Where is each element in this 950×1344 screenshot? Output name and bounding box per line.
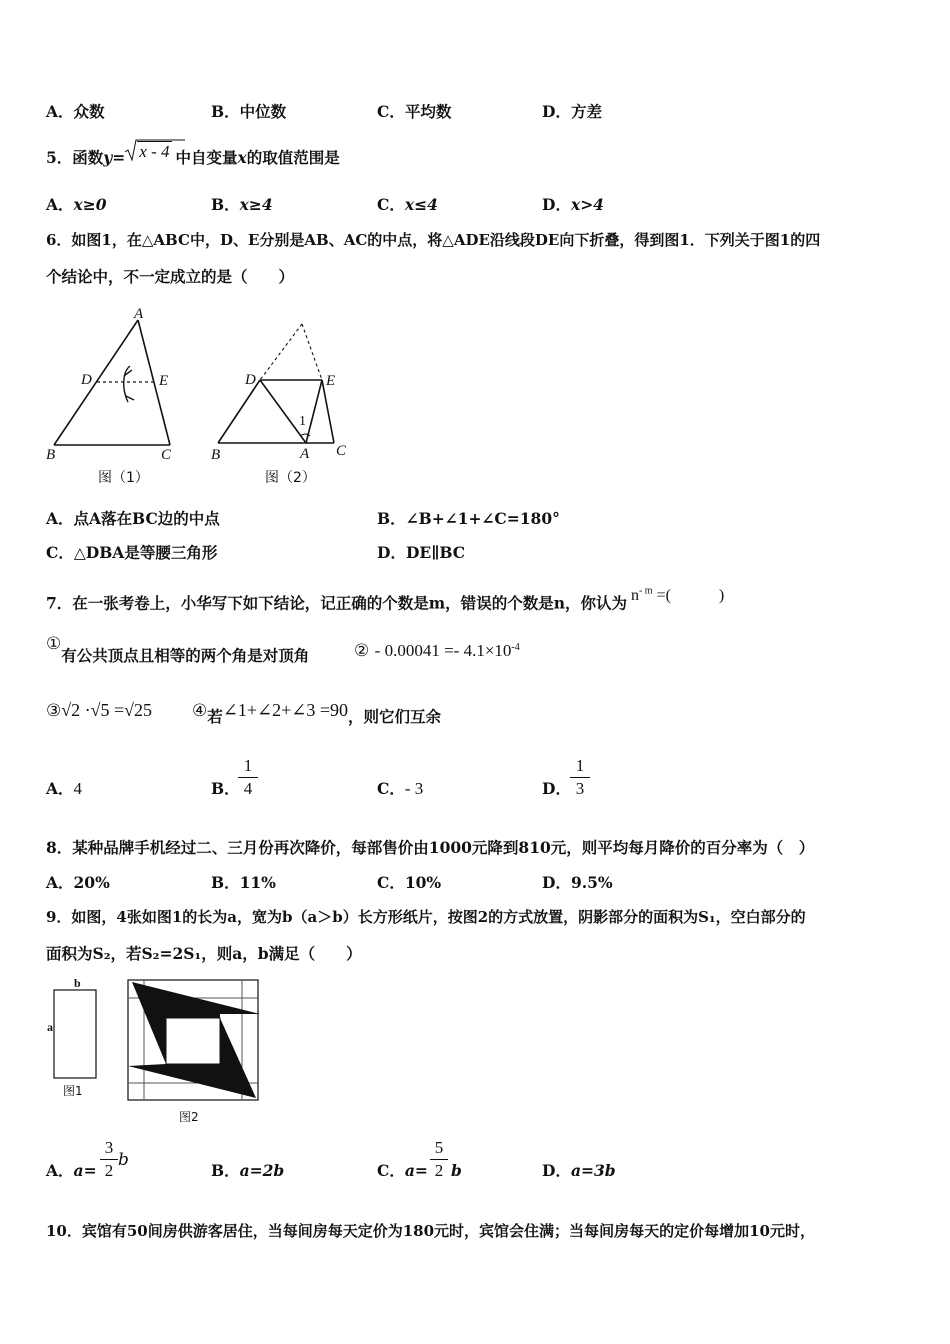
- q7-option-c: C．- 3: [377, 779, 424, 798]
- q9-figure-2: [124, 978, 264, 1103]
- q7-c4-expr: ∠1+∠2+∠3 =90: [222, 700, 348, 720]
- q6-option-a: A．点A落在BC边的中点: [46, 509, 220, 528]
- fig1-label-c: C: [161, 447, 172, 463]
- q9-option-b: B．a=2b: [211, 1161, 285, 1180]
- q5-x: x: [237, 148, 247, 167]
- fig1-label-d: D: [81, 372, 92, 388]
- q9-option-c-var: b: [451, 1161, 462, 1180]
- q4-option-b: B．中位数: [211, 102, 287, 121]
- fig1-label-b: B: [46, 447, 56, 463]
- q7-c3-expr: √2 ·√5 =√25: [61, 700, 153, 720]
- q7-text: 7．在一张考卷上，小华写下如下结论，记正确的个数是m，错误的个数是n，你认为: [46, 593, 627, 613]
- fig1-label-a: A: [134, 306, 144, 322]
- q9-option-a-var: b: [118, 1150, 129, 1170]
- q5-suffix: 中自变量: [175, 148, 238, 167]
- q7-expression: $n^{- m}$ =( ): [630, 586, 725, 605]
- q7-option-b: B．: [211, 779, 240, 798]
- q6-option-c: C．△DBA是等腰三角形: [46, 543, 218, 562]
- q7-c1-mark: ①: [46, 634, 62, 653]
- q4-option-c: C．平均数: [377, 102, 452, 121]
- q9-fig1-label-a: a: [47, 1020, 53, 1034]
- q4-option-a: A．众数: [46, 102, 105, 121]
- q6-option-b: B．∠B+∠1+∠C=180°: [377, 509, 560, 528]
- q9-option-c: C．a=: [377, 1161, 428, 1180]
- q5-option-a: A．x≥0: [46, 195, 107, 214]
- q7-c4-suffix: ，则它们互余: [347, 707, 441, 726]
- q5-radicand: x - 4: [139, 142, 170, 161]
- fig2-label-c: C: [336, 443, 347, 459]
- q7-conclusion-1: [46, 634, 310, 665]
- q9-fig1-label-b: b: [74, 976, 81, 990]
- q7-c2-exponent: -4: [511, 642, 520, 653]
- q7-option-b-fraction: 1 4: [238, 757, 258, 798]
- q7-option-a: A．4: [46, 779, 83, 798]
- q9-line1: 9．如图，4张如图1的长为a，宽为b（a＞b）长方形纸片，按图2的方式放置，阴影部分的面积为S₁，空白部分的: [46, 908, 806, 926]
- q10-question: 10．宾馆有50间房供游客居住，当每间房每天定价为180元时，宾馆会住满；当每间房每天的定价每增加10元时，: [46, 1222, 815, 1240]
- q8-option-c: C．10%: [377, 873, 442, 892]
- q5-option-b: B．x≥4: [211, 195, 273, 214]
- q6-figure-2: [210, 318, 350, 468]
- q8-option-a: A．20%: [46, 873, 110, 892]
- q7-c4-prefix: 若: [207, 707, 223, 726]
- fig1-label-e: E: [159, 373, 169, 389]
- q4-option-d: D．方差: [542, 102, 602, 121]
- q7-conclusion-2: [354, 638, 520, 661]
- q5-option-d: D．x>4: [542, 195, 604, 214]
- q9-fig1-caption: 图1: [63, 1084, 83, 1098]
- q9-option-a-fraction: 3 2: [100, 1139, 118, 1180]
- q7-c2-mark: ②: [354, 641, 370, 661]
- q9-option-d: D．a=3b: [542, 1161, 616, 1180]
- q7-option-d-fraction: 1 3: [570, 757, 590, 798]
- q9-option-a: A．a=: [46, 1161, 97, 1180]
- fig2-label-b: B: [211, 447, 221, 463]
- q6-option-d: D．DE∥BC: [377, 543, 466, 562]
- q8-question: 8．某种品牌手机经过二、三月份再次降价，每部售价由1000元降到810元，则平均每月降价的百分率为（ ）: [46, 838, 815, 857]
- q5-option-c: C．x≤4: [377, 195, 438, 214]
- fig2-label-e: E: [326, 373, 336, 389]
- q7-conclusion-3: [46, 700, 152, 721]
- q9-figure-1: [46, 984, 106, 1084]
- q5-function-y: y=: [103, 148, 126, 167]
- q6-line2: 个结论中，不一定成立的是（ ）: [46, 267, 295, 286]
- q9-fig2-caption: 图2: [179, 1110, 199, 1124]
- q5-question: [46, 142, 340, 168]
- fig2-label-a: A: [300, 446, 310, 462]
- q9-option-c-fraction: 5 2: [430, 1139, 448, 1180]
- q7-c2-expr: - 0.00041 =- 4.1×10: [374, 641, 512, 661]
- q5-suffix2: 的取值范围是: [246, 148, 340, 167]
- radical-sign-icon: [125, 140, 137, 162]
- q6-line1: 6．如图1，在△ABC中，D、E分别是AB、AC的中点，将△ADE沿线段DE向下折叠，得到图1．下列关于图1的四: [46, 231, 821, 249]
- q8-option-b: B．11%: [211, 873, 276, 892]
- q9-line2: 面积为S₂，若S₂=2S₁，则a，b满足（ ）: [46, 944, 362, 963]
- q7-conclusion-4: [192, 700, 441, 726]
- fig2-caption: 图（2）: [265, 470, 316, 486]
- q7-question: [46, 586, 725, 614]
- fig2-label-d: D: [245, 372, 256, 388]
- q7-c4-mark: ④: [192, 701, 208, 720]
- q5-prefix: 5．函数: [46, 148, 104, 167]
- q7-c3-mark: ③: [46, 701, 62, 720]
- q7-option-d: D．: [542, 779, 571, 798]
- fig1-caption: 图（1）: [98, 470, 149, 486]
- q5-sqrt: [125, 142, 171, 162]
- fig2-angle-1: 1: [299, 414, 306, 429]
- q7-c1-text: 有公共顶点且相等的两个角是对顶角: [61, 646, 310, 665]
- q8-option-d: D．9.5%: [542, 873, 613, 892]
